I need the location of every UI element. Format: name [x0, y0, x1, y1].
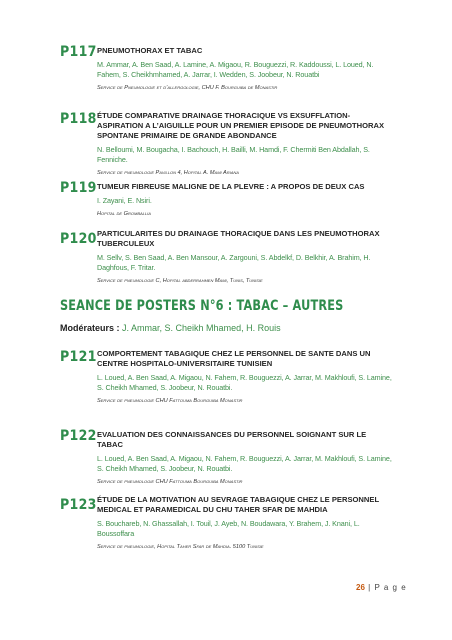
poster-authors: M. Sellv, S. Ben Saad, A. Ben Mansour, A. Zargouni, S. Abdelkf, D. Belkhir, A. Brahim, H. Daghfous, F. Tritar.: [97, 253, 371, 272]
poster-affiliation: Hopital de Gromballia: [97, 211, 151, 217]
poster-code: P122: [60, 428, 97, 444]
poster-code: P117: [60, 44, 97, 60]
poster-affiliation: Service de pneumologie C, Hopital abderrahmen Mami, Tunis, Tunisie: [97, 278, 263, 284]
poster-authors: L. Loued, A. Ben Saad, A. Migaou, N. Fahem, R. Bouguezzi, A. Jarrar, M. Makhloufi, S. Lamine, S. Cheikh Mhamed, S. Joobeur, N. Rouatbi.: [97, 454, 392, 473]
page-label: | P a g e: [368, 583, 407, 592]
abstract-entry: [62, 182, 392, 218]
session-title: SEANCE DE POSTERS N°6 : TABAC – AUTRES: [60, 298, 344, 314]
abstract-entry: [62, 229, 392, 285]
poster-title: PNEUMOTHORAX ET TABAC: [97, 46, 203, 55]
poster-title: ÉTUDE DE LA MOTIVATION AU SEVRAGE TABAGIQUE CHEZ LE PERSONNEL MEDICAL ET PARAMEDICAL DU CHU TAHER SFAR DE MAHDIA: [97, 495, 379, 514]
poster-title: EVALUATION DES CONNAISSANCES DU PERSONNEL SOIGNANT SUR LE TABAC: [97, 430, 367, 449]
poster-title: PARTICULARITES DU DRAINAGE THORACIQUE DANS LES PNEUMOTHORAX TUBERCULEUX: [97, 229, 380, 248]
page-number: 26: [356, 583, 365, 592]
poster-authors: N. Belloumi, M. Bougacha, I. Bachouch, H. Bailli, M. Hamdi, F. Chermiti Ben Abdallah, S. Fenniche.: [97, 145, 370, 164]
poster-affiliation: Service de pneumologie, Hopital Taher Sfar de Mahdia. 5100 Tunisie: [97, 544, 264, 550]
poster-authors: L. Loued, A. Ben Saad, A. Migaou, N. Fahem, R. Bouguezzi, A. Jarrar, M. Makhloufi, S. Lamine, S. Cheikh Mhamed, S. Joobeur, N. Rouatbi.: [97, 373, 392, 392]
poster-authors: M. Ammar, A. Ben Saad, A. Lamine, A. Migaou, R. Bouguezzi, R. Kaddoussi, L. Loued, N. Fahem, S. Cheikhmhamed, A. Jarrar, I. Wedden, S. Joobeur, N. Rouatbi: [97, 60, 374, 79]
moderators-names: J. Ammar, S. Cheikh Mhamed, H. Rouis: [122, 323, 281, 333]
abstract-entry: [62, 46, 392, 92]
poster-title: TUMEUR FIBREUSE MALIGNE DE LA PLEVRE : A PROPOS DE DEUX CAS: [97, 182, 365, 191]
poster-code: P118: [60, 111, 97, 127]
poster-affiliation: Service de pneumologie CHU Fattouma Bourguiba Monastir: [97, 479, 243, 485]
poster-title: COMPORTEMENT TABAGIQUE CHEZ LE PERSONNEL DE SANTE DANS UN CENTRE HOSPITALO-UNIVERSITAIRE TUNISIEN: [97, 349, 371, 368]
poster-affiliation: Service de pneumologie Pavillon 4, Hopital A. Mami Ariana: [97, 170, 239, 176]
poster-authors: S. Bouchareb, N. Ghassallah, I. Touil, J. Ayeb, N. Boudawara, Y. Brahem, J. Knani, L. Boussoffara: [97, 519, 360, 538]
poster-title: ÉTUDE COMPARATIVE DRAINAGE THORACIQUE VS EXSUFFLATION-ASPIRATION A L’AIGUILLE POUR UN PREMIER EPISODE DE PNEUMOTHORAX SPONTANE PRIMAIRE DE GRANDE ABONDANCE: [97, 111, 385, 140]
poster-code: P121: [60, 349, 97, 365]
moderators-line: [60, 323, 281, 333]
poster-authors: I. Zayani, E. Nsiri.: [97, 196, 152, 205]
abstract-entry: [62, 495, 392, 551]
abstract-entry: [62, 111, 392, 177]
abstract-entry: [62, 430, 392, 486]
poster-code: P120: [60, 231, 97, 247]
poster-code: P123: [60, 497, 97, 513]
page-footer: [356, 583, 407, 592]
abstract-entry: [62, 349, 392, 405]
poster-affiliation: Service de Pneumologie et d’allergologie, CHU F. Bourguiba de Monastir: [97, 85, 278, 91]
moderators-label: Modérateurs :: [60, 323, 120, 333]
poster-affiliation: Service de pneumologie CHU Fattouma Bourguiba Monastir: [97, 398, 243, 404]
poster-code: P119: [60, 180, 97, 196]
